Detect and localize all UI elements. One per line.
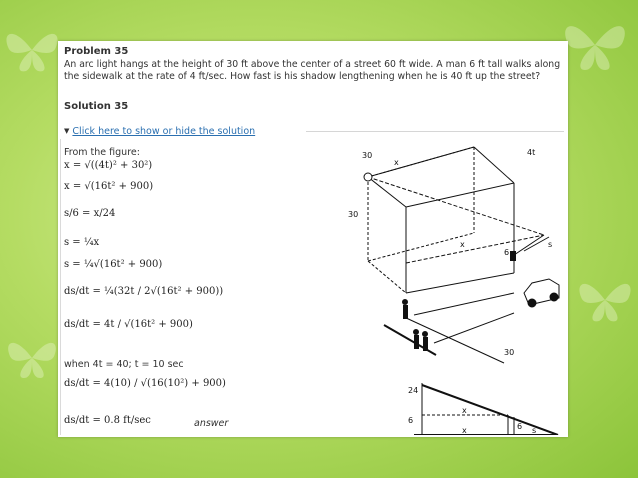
box-bottom-left-dashed	[368, 261, 406, 293]
solution-intro: From the figure:	[64, 147, 140, 158]
condition-text: when 4t = 40; t = 10 sec	[64, 359, 184, 370]
box-top-left-edge	[368, 177, 406, 207]
label-top-x: x	[394, 158, 399, 167]
equation-3: s/6 = x/24	[64, 208, 116, 219]
label-tri-x: x	[462, 406, 467, 415]
equation-6: ds/dt = ¼(32t / 2√(16t² + 900))	[64, 286, 224, 297]
butterfly-decoration-icon	[4, 330, 60, 386]
label-top-30: 30	[362, 151, 373, 160]
car-icon	[524, 279, 559, 307]
label-tri-6: 6	[408, 416, 414, 425]
equation-7: ds/dt = 4t / √(16t² + 900)	[64, 319, 193, 330]
problem-statement: An arc light hangs at the height of 30 ft above the center of a street 60 ft wide. A man 6 ft tall walks along the sidewalk at the rate of 4 ft/sec. How fast is his shadow lengthening when he is 40 ft up the street?	[64, 59, 561, 82]
butterfly-decoration-icon	[2, 20, 62, 80]
box-top-right-edge	[474, 147, 514, 183]
solution-toggle[interactable]	[64, 126, 255, 137]
answer-label: answer	[194, 418, 229, 429]
light-ray-dashed	[368, 177, 544, 235]
curb-line	[384, 325, 436, 355]
divider	[306, 131, 564, 132]
dimension-line	[434, 313, 514, 343]
toggle-solution-link[interactable]: Click here to show or hide the solution	[72, 126, 256, 137]
man-figure-icon	[510, 251, 516, 261]
arc-light-icon	[364, 173, 372, 181]
box-bottom-front-edge	[406, 273, 514, 293]
label-tri-base-s: s	[532, 426, 537, 435]
ground-edge	[414, 293, 514, 315]
equation-2: x = √(16t² + 900)	[64, 181, 154, 192]
butterfly-decoration-icon	[560, 10, 630, 80]
equation-1: x = √((4t)² + 30²)	[64, 160, 153, 171]
triangle-down-icon: ▼	[64, 127, 70, 135]
label-bottom-30: 30	[504, 348, 515, 357]
equation-5: s = ¼√(16t² + 900)	[64, 259, 163, 270]
box-bottom-back-dashed	[368, 233, 474, 261]
equation-8: ds/dt = 4(10) / √(16(10²) + 900)	[64, 378, 226, 389]
solution-heading: Solution 35	[64, 101, 129, 112]
label-tri-base-x: x	[462, 426, 467, 435]
label-tri-6-inner: 6	[517, 422, 523, 431]
problem-page	[58, 41, 568, 437]
equation-4: s = ¼x	[64, 237, 100, 248]
butterfly-decoration-icon	[575, 270, 635, 330]
label-top-4t: 4t	[527, 148, 536, 157]
triangle-hypotenuse	[422, 385, 558, 435]
shadow-arrow	[524, 237, 549, 251]
problem-heading: Problem 35	[64, 46, 129, 57]
shadow-line	[514, 235, 544, 255]
solution-figure	[344, 143, 564, 435]
label-s: s	[548, 240, 553, 249]
equation-9: ds/dt = 0.8 ft/sec	[64, 415, 151, 426]
label-tri-24: 24	[408, 386, 419, 395]
label-man-6: 6	[504, 248, 510, 257]
label-left-30: 30	[348, 210, 359, 219]
label-mid-x: x	[460, 240, 465, 249]
